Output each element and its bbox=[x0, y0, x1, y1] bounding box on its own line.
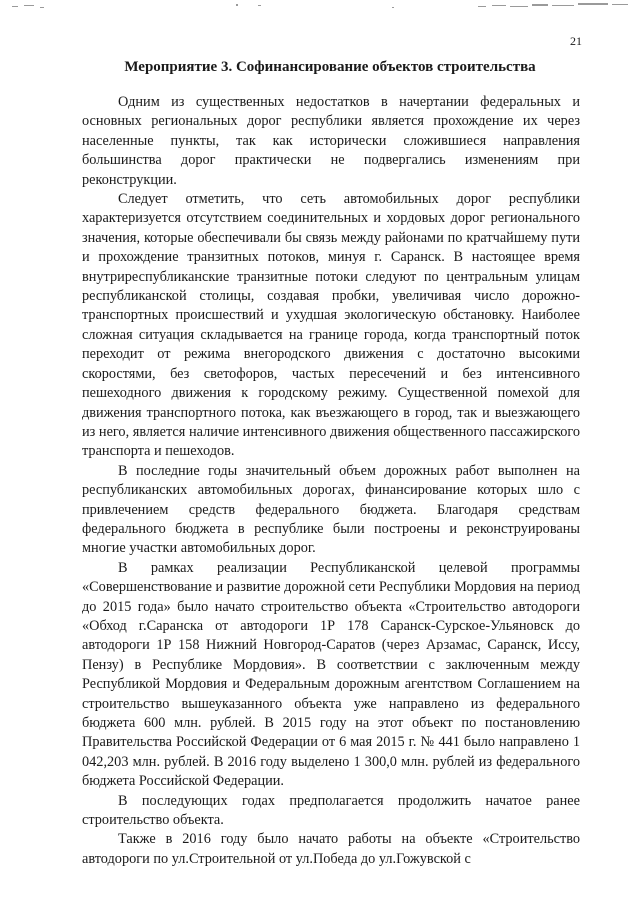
paragraph: В последующих годах предполагается продолжить начатое ранее строительство объекта. bbox=[82, 792, 580, 829]
paragraph: В рамках реализации Республиканской целевой программы «Совершенствование и развитие дорожной сети Республики Мордовия на период до 2015 года» было начато строительство объекта «Строительство автодороги «Обход г.Саранска от автодороги 1Р 178 Саранск-Сурское-Ульяновск до автодороги 1Р 158 Нижний Новгород-Саратов (через Арзамас, Саранск, Иссу, Пензу) в Республике Мордовия». В соответствии с заключенным между Республикой Мордовия и Федеральным дорожным агентством Соглашением на строительство вышеуказанного объекта уже направлено из федерального бюджета 600 млн. рублей. В 2015 году на этот объект по постановлению Правительства Российской Федерации от 6 мая 2015 г. № 441 было направлено 1 042,203 млн. рублей. В 2016 году выделено 1 300,0 млн. рублей из федерального бюджета Российской Федерации. bbox=[82, 559, 580, 790]
paragraph: Одним из существенных недостатков в начертании федеральных и основных региональных дорог республики является прохождение их через населенные пункты, так как исторически сложившиеся направления большинства дорог практически не подвергались изменениям при реконструкции. bbox=[82, 94, 580, 188]
section-title: Мероприятие 3. Софинансирование объектов строительства bbox=[124, 59, 536, 75]
scan-artifact-strip bbox=[0, 0, 640, 14]
document-body bbox=[82, 93, 580, 869]
paragraph: Также в 2016 году было начато работы на объекте «Строительство автодороги по ул.Строительной от ул.Победа до ул.Гожувской с bbox=[82, 831, 580, 867]
paragraph: Следует отметить, что сеть автомобильных дорог республики характеризуется отсутствием соединительных и хордовых дорог регионального значения, которые обеспечивали бы связь между районами по кратчайшему пути и прохождение транзитных потоков, минуя г. Саранск. В настоящее время внутриреспубликанские транзитные потоки следуют по центральным улицам республиканской столицы, создавая пробки, увеличивая число дорожно-транспортных происшествий и ухудшая экологическую обстановку. Наиболее сложная ситуация складывается на границе города, когда транспортный поток переходит от режима внегородского движения с достаточно высокими скоростями, без светофоров, частых пересечений и без интенсивного пешеходного движения к городскому режиму. Существенной помехой для движения транспортного потока, как въезжающего в город, так и выезжающего из него, является наличие интенсивного движения общественного пассажирского транспорта и пешеходов. bbox=[82, 191, 580, 460]
paragraph: В последние годы значительный объем дорожных работ выполнен на республиканских автомобильных дорогах, финансирование которых шло с привлечением средств федерального бюджета. Благодаря средствам федерального бюджета в республике были построены и реконструированы многие участки автомобильных дорог. bbox=[82, 462, 580, 557]
page-number: 21 bbox=[570, 34, 582, 48]
